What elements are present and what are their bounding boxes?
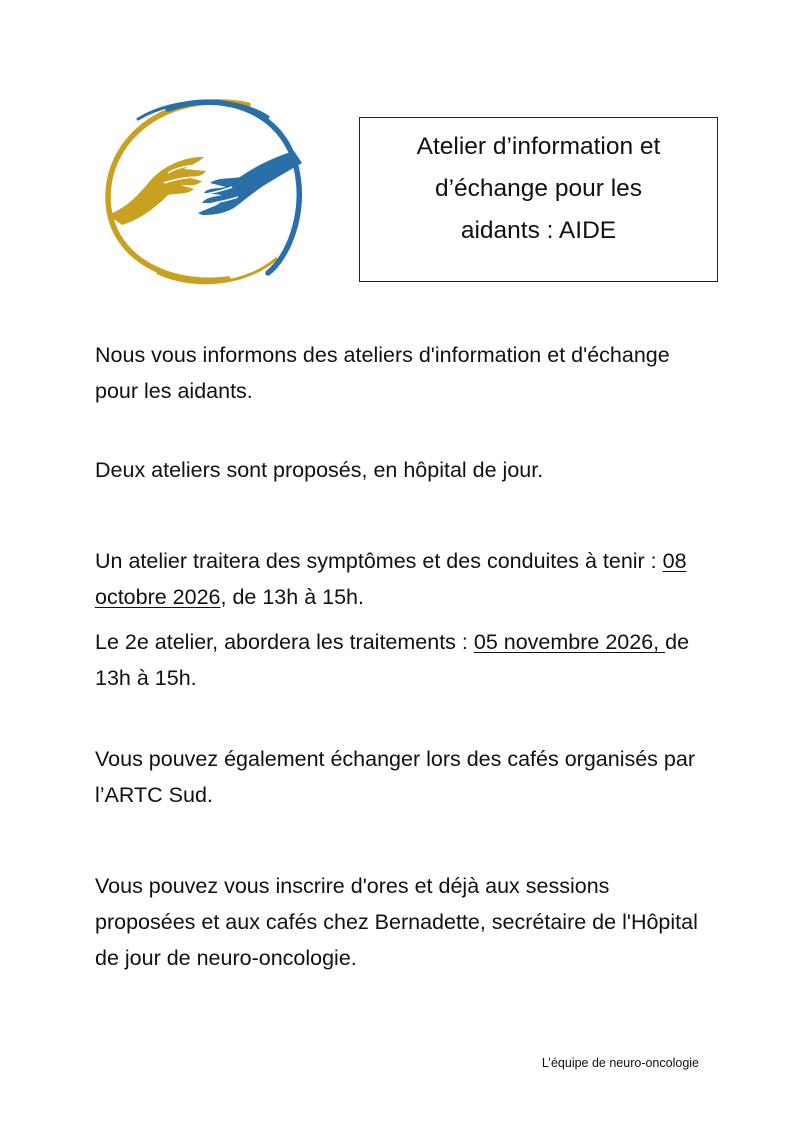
title-line-2: d’échange pour les	[434, 175, 643, 202]
inscription-paragraph: Vous pouvez vous inscrire d'ores et déjà aux sessions proposées et aux cafés chez Bernadette, secrétaire de l'Hôpital de jour de neuro-oncologie.	[95, 874, 698, 970]
atelier1-text: Un atelier traitera des symptômes et des conduites à tenir :	[95, 549, 663, 573]
page-title	[360, 126, 717, 252]
title-line-1: Atelier d’information et	[416, 133, 661, 160]
cafes-paragraph: Vous pouvez également échanger lors des cafés organisés par l’ARTC Sud.	[95, 747, 695, 807]
helping-hands-icon	[98, 97, 312, 293]
atelier2-paragraph	[95, 624, 715, 696]
intro-paragraph: Nous vous informons des ateliers d'information et d'échange pour les aidants.	[95, 343, 670, 403]
atelier1-paragraph	[95, 543, 715, 615]
atelier2-time: de 13h à 15h.	[95, 630, 690, 690]
title-line-3: aidants : AIDE	[460, 217, 617, 244]
ateliers-count-paragraph: Deux ateliers sont proposés, en hôpital de jour.	[95, 458, 544, 482]
atelier1-date: 08 octobre 2026	[95, 549, 687, 609]
atelier2-date: 05 novembre 2026,	[473, 630, 666, 654]
title-box	[359, 117, 718, 282]
atelier2-text: Le 2e atelier, abordera les traitements :	[95, 630, 474, 654]
signature: L’équipe de neuro-oncologie	[541, 1056, 699, 1070]
atelier1-time: , de 13h à 15h.	[220, 585, 364, 609]
